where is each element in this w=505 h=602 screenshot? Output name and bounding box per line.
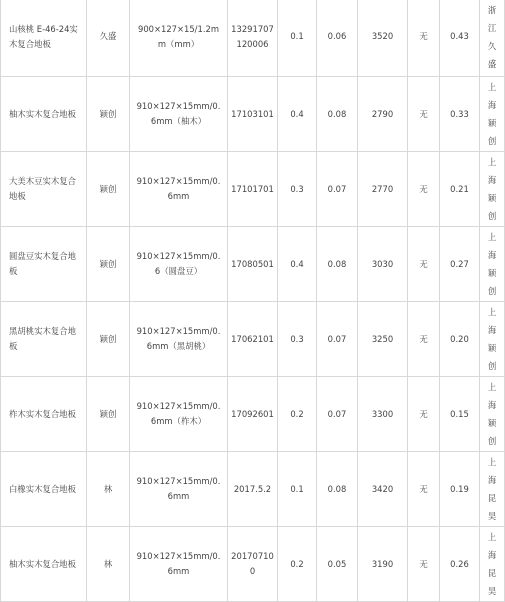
value4-cell: 0.33 xyxy=(440,77,480,152)
manufacturer-cell xyxy=(480,527,505,602)
product-name-cell: 大美木豆实木复合地板 xyxy=(1,152,87,227)
value3-cell: 3250 xyxy=(358,302,408,377)
brand-cell: 久盛 xyxy=(87,0,130,77)
value2-cell: 0.08 xyxy=(317,227,358,302)
manufacturer-cell xyxy=(480,452,505,527)
value4-cell: 0.21 xyxy=(440,152,480,227)
batch-code-cell: 17062101 xyxy=(228,302,278,377)
flag-cell: 无 xyxy=(408,227,440,302)
value2-cell: 0.06 xyxy=(317,0,358,77)
value3-cell: 2790 xyxy=(358,77,408,152)
table-row xyxy=(1,302,505,377)
manufacturer-text: 上海颖创 xyxy=(487,307,497,371)
product-name-cell: 山核桃 E-46-24实木复合地板 xyxy=(1,0,87,77)
spec-cell: 910×127×15mm/0.6mm（柚木） xyxy=(130,77,228,152)
brand-cell: 颖创 xyxy=(87,77,130,152)
product-name-cell: 白橡实木复合地板 xyxy=(1,452,87,527)
product-name-cell: 柚木实木复合地板 xyxy=(1,527,87,602)
flag-cell: 无 xyxy=(408,77,440,152)
value3-cell: 3520 xyxy=(358,0,408,77)
value1-cell: 0.1 xyxy=(278,452,317,527)
batch-code-cell: 13291707120006 xyxy=(228,0,278,77)
product-name-cell: 圆盘豆实木复合地板 xyxy=(1,227,87,302)
value3-cell: 3300 xyxy=(358,377,408,452)
spec-cell: 910×127×15mm/0.6mm xyxy=(130,152,228,227)
manufacturer-text: 上海昆昊 xyxy=(487,532,497,596)
value4-cell: 0.27 xyxy=(440,227,480,302)
brand-cell: 林 xyxy=(87,452,130,527)
spec-cell: 910×127×15mm/0.6（圆盘豆） xyxy=(130,227,228,302)
value1-cell: 0.2 xyxy=(278,527,317,602)
table-body xyxy=(1,0,505,602)
value1-cell: 0.2 xyxy=(278,377,317,452)
flag-cell: 无 xyxy=(408,302,440,377)
batch-code-cell: 17103101 xyxy=(228,77,278,152)
flag-cell: 无 xyxy=(408,527,440,602)
table-row xyxy=(1,377,505,452)
table-row xyxy=(1,527,505,602)
spec-cell: 910×127×15mm/0.6mm xyxy=(130,527,228,602)
manufacturer-text: 上海昆昊 xyxy=(487,457,497,521)
flag-cell: 无 xyxy=(408,377,440,452)
brand-cell: 颖创 xyxy=(87,227,130,302)
table-row xyxy=(1,77,505,152)
value4-cell: 0.26 xyxy=(440,527,480,602)
spec-cell: 900×127×15/1.2mm（mm） xyxy=(130,0,228,77)
value2-cell: 0.07 xyxy=(317,377,358,452)
manufacturer-text: 上海颖创 xyxy=(487,157,497,221)
manufacturer-cell xyxy=(480,377,505,452)
value4-cell: 0.20 xyxy=(440,302,480,377)
product-name-cell: 柚木实木复合地板 xyxy=(1,77,87,152)
spec-cell: 910×127×15mm/0.6mm（黑胡桃） xyxy=(130,302,228,377)
batch-code-cell: 17080501 xyxy=(228,227,278,302)
value2-cell: 0.08 xyxy=(317,452,358,527)
value2-cell: 0.08 xyxy=(317,77,358,152)
value4-cell: 0.15 xyxy=(440,377,480,452)
value1-cell: 0.4 xyxy=(278,227,317,302)
table-row xyxy=(1,152,505,227)
brand-cell: 颖创 xyxy=(87,152,130,227)
batch-code-cell: 17092601 xyxy=(228,377,278,452)
manufacturer-text: 上海颖创 xyxy=(487,82,497,146)
brand-cell: 颖创 xyxy=(87,302,130,377)
value1-cell: 0.3 xyxy=(278,302,317,377)
value2-cell: 0.07 xyxy=(317,302,358,377)
manufacturer-cell xyxy=(480,302,505,377)
flag-cell: 无 xyxy=(408,0,440,77)
spec-cell: 910×127×15mm/0.6mm xyxy=(130,452,228,527)
manufacturer-text: 浙江久盛 xyxy=(487,4,497,69)
table-row xyxy=(1,452,505,527)
brand-cell: 颖创 xyxy=(87,377,130,452)
manufacturer-cell xyxy=(480,77,505,152)
table-row xyxy=(1,0,505,77)
value3-cell: 3030 xyxy=(358,227,408,302)
flag-cell: 无 xyxy=(408,152,440,227)
value1-cell: 0.4 xyxy=(278,77,317,152)
table-row xyxy=(1,227,505,302)
batch-code-cell: 17101701 xyxy=(228,152,278,227)
value3-cell: 3420 xyxy=(358,452,408,527)
value3-cell: 3190 xyxy=(358,527,408,602)
batch-code-cell: 201707100 xyxy=(228,527,278,602)
brand-cell: 林 xyxy=(87,527,130,602)
value4-cell: 0.19 xyxy=(440,452,480,527)
value3-cell: 2770 xyxy=(358,152,408,227)
spec-cell: 910×127×15mm/0.6mm（柞木） xyxy=(130,377,228,452)
batch-code-cell: 2017.5.2 xyxy=(228,452,278,527)
manufacturer-cell xyxy=(480,227,505,302)
manufacturer-cell xyxy=(480,0,505,77)
value2-cell: 0.07 xyxy=(317,152,358,227)
value2-cell: 0.05 xyxy=(317,527,358,602)
product-name-cell: 柞木实木复合地板 xyxy=(1,377,87,452)
value1-cell: 0.1 xyxy=(278,0,317,77)
value4-cell: 0.43 xyxy=(440,0,480,77)
manufacturer-cell xyxy=(480,152,505,227)
product-name-cell: 黑胡桃实木复合地板 xyxy=(1,302,87,377)
manufacturer-text: 上海颖创 xyxy=(487,382,497,446)
manufacturer-text: 上海颖创 xyxy=(487,232,497,296)
value1-cell: 0.3 xyxy=(278,152,317,227)
flag-cell: 无 xyxy=(408,452,440,527)
